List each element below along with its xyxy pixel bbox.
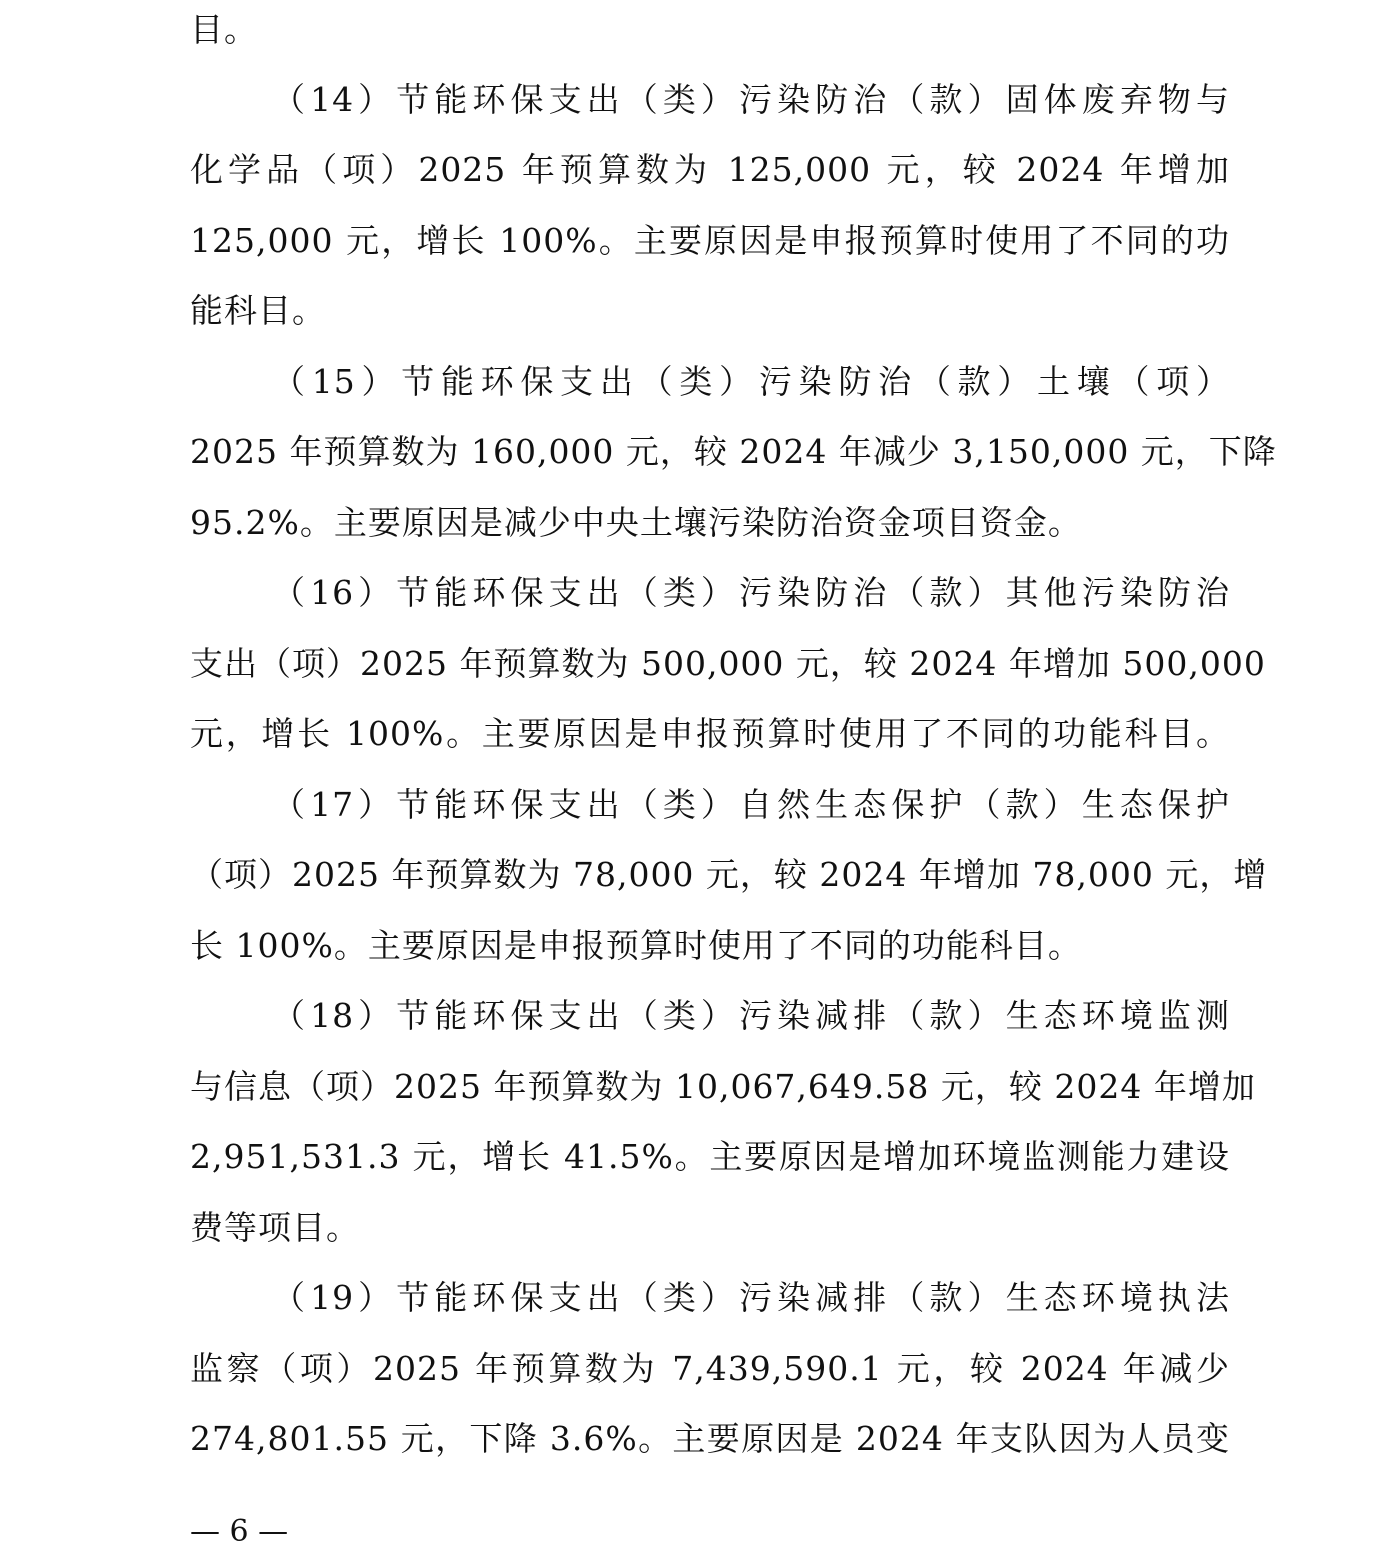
text-line: （项）2025 年预算数为 78,000 元，较 2024 年增加 78,000 元，增 — [190, 855, 1268, 894]
text-line: 2,951,531.3 元，增长 41.5%。主要原因是增加环境监测能力建设 — [190, 1137, 1230, 1176]
paragraph-19-first-line: （19）节能环保支出（类）污染减排（款）生态环境执法 — [272, 1278, 1230, 1317]
paragraph-16-first-line: （16）节能环保支出（类）污染防治（款）其他污染防治 — [272, 573, 1230, 612]
paragraph-14-first-line: （14）节能环保支出（类）污染防治（款）固体废弃物与 — [272, 80, 1230, 119]
text-line: 支出（项）2025 年预算数为 500,000 元，较 2024 年增加 500,000 — [190, 644, 1266, 683]
text-line: 2025 年预算数为 160,000 元，较 2024 年减少 3,150,000 元，下降 — [190, 432, 1277, 471]
text-line: 125,000 元，增长 100%。主要原因是申报预算时使用了不同的功 — [190, 221, 1230, 260]
text-line: 目。 — [190, 10, 258, 49]
text-line: 274,801.55 元，下降 3.6%。主要原因是 2024 年支队因为人员变 — [190, 1419, 1230, 1458]
page-number: — 6 — — [190, 1514, 289, 1549]
text-line: 能科目。 — [190, 291, 326, 330]
text-line: 与信息（项）2025 年预算数为 10,067,649.58 元，较 2024 年增加 — [190, 1067, 1256, 1106]
paragraph-15-first-line: （15）节能环保支出（类）污染防治（款）土壤（项） — [272, 362, 1230, 401]
paragraph-17-first-line: （17）节能环保支出（类）自然生态保护（款）生态保护 — [272, 785, 1230, 824]
text-line: 元，增长 100%。主要原因是申报预算时使用了不同的功能科目。 — [190, 714, 1230, 753]
text-line: 95.2%。主要原因是减少中央土壤污染防治资金项目资金。 — [190, 503, 1082, 542]
text-line: 长 100%。主要原因是申报预算时使用了不同的功能科目。 — [190, 926, 1082, 965]
text-line: 监察（项）2025 年预算数为 7,439,590.1 元，较 2024 年减少 — [190, 1349, 1230, 1388]
text-line: 化学品（项）2025 年预算数为 125,000 元，较 2024 年增加 — [190, 150, 1230, 189]
paragraph-18-first-line: （18）节能环保支出（类）污染减排（款）生态环境监测 — [272, 996, 1230, 1035]
text-line: 费等项目。 — [190, 1208, 360, 1247]
